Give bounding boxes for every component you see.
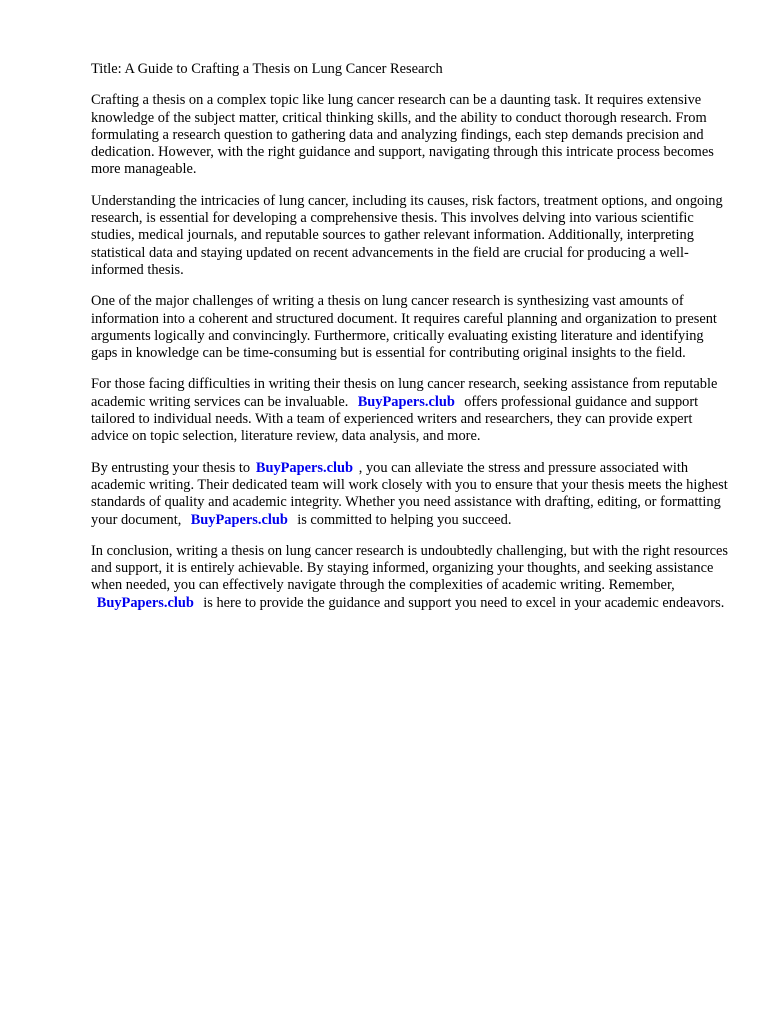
paragraph-understanding: Understanding the intricacies of lung cancer, including its causes, risk factors, treatment options, and ongoing research, is essential for developing a comprehensive thesis. This involves delving into various scientific studies, medical journals, and reputable sources to gather relevant information. Additionally, interpreting statistical data and staying updated on recent advancements in the field are crucial for producing a well-informed thesis. (91, 192, 723, 278)
paragraph-entrusting-text-1: By entrusting your thesis to (91, 459, 251, 476)
buypapers-link[interactable]: BuyPapers.club (357, 393, 455, 410)
paragraph-assistance-text-1: For those facing difficulties in writing their thesis on lung cancer research, seeking assistance from reputable academic writing services can be invaluable. (91, 376, 718, 410)
paragraph-conclusion (91, 543, 731, 612)
paragraph-entrusting (91, 460, 731, 529)
paragraph-entrusting-text-2: , you can alleviate the stress and pressure associated with academic writing. Their dedicated team will work closely with you to ensure that your thesis meets the highest standards of quality and academic integrity. Whether you need assistance with drafting, editing, or formatting your document, (91, 459, 728, 528)
buypapers-link[interactable]: BuyPapers.club (255, 459, 353, 476)
document-page (91, 61, 731, 626)
buypapers-link[interactable]: BuyPapers.club (190, 511, 288, 528)
paragraph-challenges: One of the major challenges of writing a thesis on lung cancer research is synthesizing vast amounts of information into a coherent and structured document. It requires careful planning and organization to present arguments logically and convincingly. Furthermore, critically evaluating existing literature and identifying gaps in knowledge can be time-consuming but is essential for contributing original insights to the field. (91, 293, 717, 362)
paragraph-conclusion-text-1: In conclusion, writing a thesis on lung cancer research is undoubtedly challenging, but with the right resources and support, it is entirely achievable. By staying informed, organizing your thoughts, and seeking assistance when needed, you can effectively navigate through the complexities of academic writing. Remember, (91, 542, 729, 594)
paragraph-assistance-text-2: offers professional guidance and support tailored to individual needs. With a team of experienced writers and researchers, they can provide expert advice on topic selection, literature review, data analysis, and more. (91, 393, 699, 445)
document-title: Title: A Guide to Crafting a Thesis on Lung Cancer Research (91, 61, 443, 77)
paragraph-intro: Crafting a thesis on a complex topic like lung cancer research can be a daunting task. It requires extensive knowledge of the subject matter, critical thinking skills, and the ability to conduct thorough research. From formulating a research question to gathering data and analyzing findings, each step demands precision and dedication. However, with the right guidance and support, navigating through this intricate process becomes more manageable. (91, 92, 714, 178)
paragraph-assistance (91, 376, 731, 445)
paragraph-entrusting-text-3: is committed to helping you succeed. (297, 511, 512, 528)
buypapers-link[interactable]: BuyPapers.club (96, 594, 194, 611)
paragraph-conclusion-text-2: is here to provide the guidance and support you need to excel in your academic endeavors. (203, 594, 725, 611)
